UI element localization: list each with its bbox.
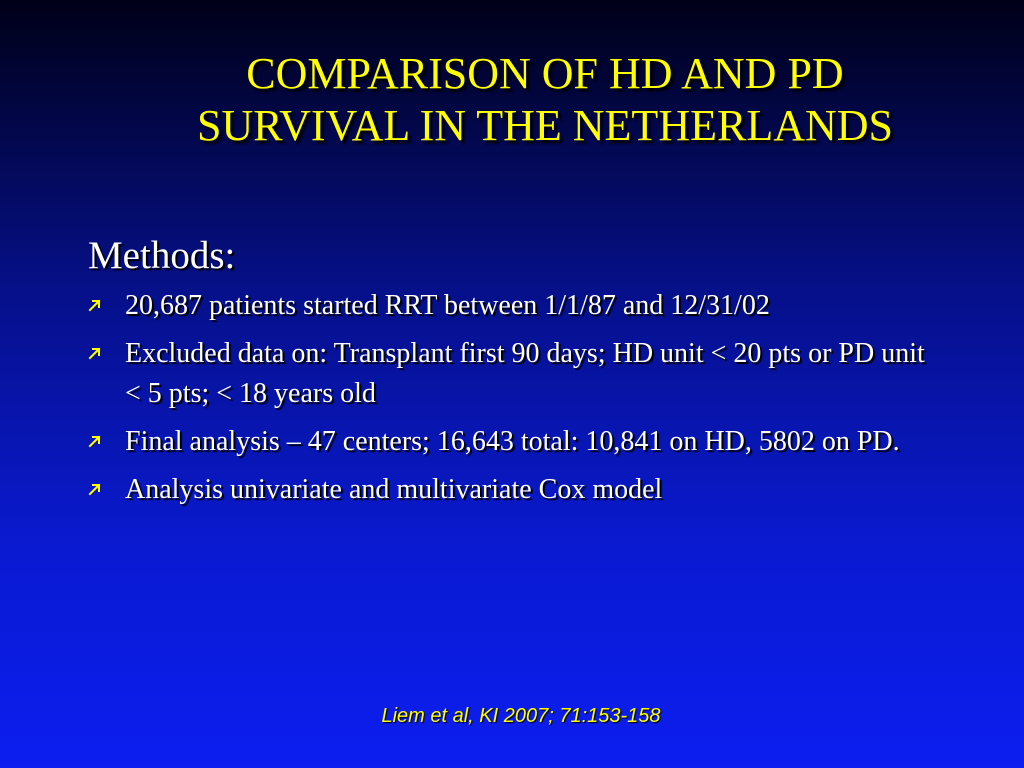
methods-bullet-list — [88, 286, 938, 510]
bullet-text-1: 20,687 patients started RRT between 1/1/87 and 12/31/02 — [125, 290, 770, 321]
bullet-item-4 — [88, 470, 938, 510]
northeast-arrow-icon — [88, 482, 102, 496]
bullet-text-4: Analysis univariate and multivariate Cox model — [125, 474, 663, 505]
bullet-text-3: Final analysis – 47 centers; 16,643 total: 10,841 on HD, 5802 on PD. — [125, 426, 900, 457]
title-line-1: COMPARISON OF HD AND PD — [246, 49, 844, 98]
bullet-item-1 — [88, 286, 938, 326]
methods-heading: Methods: — [88, 234, 236, 277]
citation: Liem et al, KI 2007; 71:153-158 — [381, 705, 661, 727]
bullet-item-3 — [88, 422, 938, 462]
northeast-arrow-icon — [88, 346, 102, 360]
bullet-text-2: Excluded data on: Transplant first 90 days; HD unit < 20 pts or PD unit < 5 pts; < 18 years old — [125, 338, 925, 409]
northeast-arrow-icon — [88, 434, 102, 448]
title-line-2: SURVIVAL IN THE NETHERLANDS — [197, 101, 893, 150]
slide-title — [80, 48, 1010, 152]
bullet-item-2 — [88, 334, 938, 414]
northeast-arrow-icon — [88, 298, 102, 312]
slide-body — [88, 232, 938, 518]
